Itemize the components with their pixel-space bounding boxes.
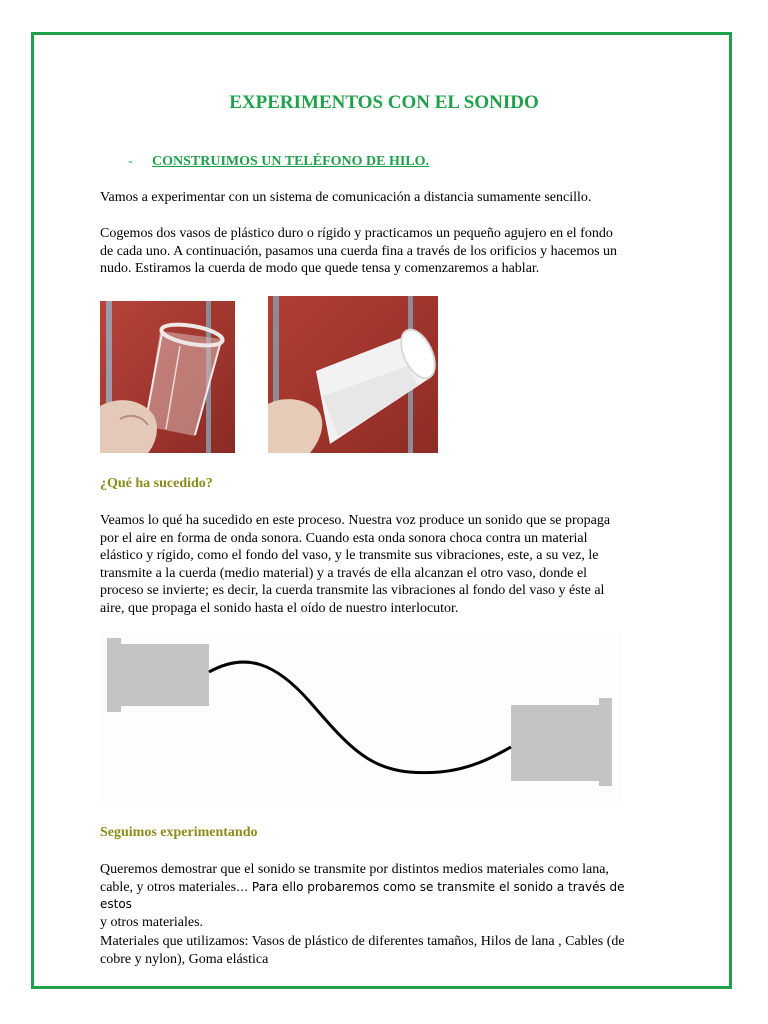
left-cup-rim [107, 638, 121, 712]
continue-line: Queremos demostrar que el sonido se transmite por distintos medios materiales como lana, [100, 862, 609, 877]
explanation-line: aire, que propaga el sonido hasta el oído de nuestro interlocutor. [100, 600, 459, 616]
photo-plastic-cup [100, 301, 235, 453]
materials-paragraph [100, 933, 660, 968]
explanation-line: por el aire en forma de onda sonora. Cuando esta onda sonora choca contra un material [100, 530, 588, 546]
continue-line [100, 879, 660, 914]
explanation-line: transmite a la cuerda (medio material) y a través de ella alcanzan el otro vaso, donde el [100, 565, 588, 581]
continue-paragraph [100, 861, 660, 931]
string-telephone-diagram [100, 632, 622, 802]
intro-paragraph: Vamos a experimentar con un sistema de comunicación a distancia sumamente sencillo. [100, 190, 592, 205]
continue-line: y otros materiales. [100, 914, 204, 930]
explanation-line: elástico y rígido, como el fondo del vaso, y le transmite sus vibraciones, este, a su vez, le [100, 548, 599, 564]
instructions-line: nudo. Estiramos la cuerda de modo que quede tensa y comenzaremos a hablar. [100, 261, 540, 277]
explanation-line: proceso se invierte; es decir, la cuerda transmite las vibraciones al fondo del vaso y éste al [100, 583, 605, 599]
left-cup-body [121, 644, 209, 706]
explanation-paragraph [100, 512, 660, 618]
instructions-line: Cogemos dos vasos de plástico duro o rígido y practicamos un pequeño agujero en el fondo [100, 226, 613, 241]
instructions-line: de cada uno. A continuación, pasamos una cuerda fina a través de los orificios y hacemos un [100, 243, 618, 259]
section-subtitle: CONSTRUIMOS UN TELÉFONO DE HILO. [152, 154, 430, 169]
materials-line: Materiales que utilizamos: Vasos de plástico de diferentes tamaños, Hilos de lana , Cables (de [100, 934, 625, 949]
heading-what-happened: ¿Qué ha sucedido? [100, 476, 213, 491]
subtitle-bullet: - [128, 154, 133, 169]
instructions-paragraph [100, 225, 660, 278]
white-cup-image [268, 296, 438, 453]
document-title: EXPERIMENTOS CON EL SONIDO [229, 92, 539, 113]
continue-line-part: cable, y otros materiales [100, 879, 237, 895]
explanation-line: Veamos lo qué ha sucedido en este proceso. Nuestra voz produce un sonido que se propaga [100, 513, 611, 528]
right-cup-rim [599, 698, 612, 786]
continue-line-part-sans: … Para ello probaremos como se transmite el sonido a través de estos [100, 879, 625, 912]
photo-white-cup [268, 296, 438, 453]
plastic-cup-image [100, 301, 235, 453]
materials-line: cobre y nylon), Goma elástica [100, 951, 269, 967]
subtitle-row [128, 154, 429, 170]
string-telephone-drawing [100, 632, 622, 802]
page-border [31, 32, 732, 989]
heading-keep-experimenting: Seguimos experimentando [100, 825, 258, 840]
right-cup-body [511, 705, 599, 781]
